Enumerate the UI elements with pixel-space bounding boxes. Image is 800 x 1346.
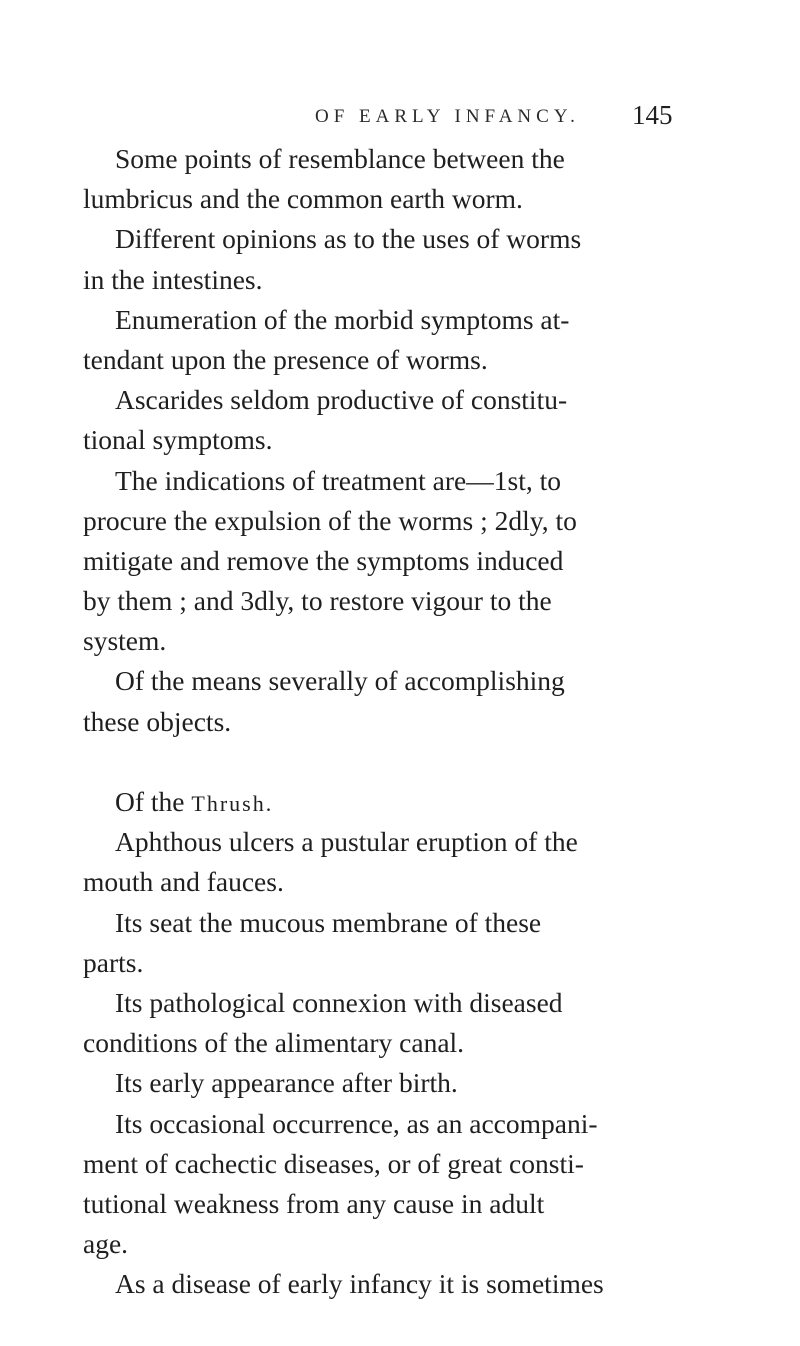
running-head [0, 100, 800, 136]
text-line: in the intestines. [83, 263, 263, 295]
text-line: system. [83, 625, 167, 657]
text-line: tional symptoms. [83, 424, 273, 456]
text-line: by them ; and 3dly, to restore vigour to the [83, 585, 552, 617]
text-line: Its pathological connexion with diseased [115, 986, 563, 1018]
text-line: Enumeration of the morbid symptoms at- [115, 303, 570, 335]
section-heading-title: Thrush. [191, 791, 274, 816]
text-line: age. [83, 1228, 129, 1260]
text-line: lumbricus and the common earth worm. [83, 183, 523, 215]
text-line: Of the means severally of accomplishing [115, 665, 565, 697]
page-number: 145 [632, 100, 673, 130]
text-line: mouth and fauces. [83, 866, 284, 898]
text-line: these objects. [83, 705, 232, 737]
text-line: Its occasional occurrence, as an accompani- [115, 1107, 598, 1139]
text-line: Aphthous ulcers a pustular eruption of the [115, 826, 578, 858]
text-line: The indications of treatment are—1st, to [115, 464, 561, 496]
text-line: Ascarides seldom productive of constitu- [115, 384, 568, 416]
paragraph-spacer [83, 742, 723, 782]
text-line: procure the expulsion of the worms ; 2dly, to [83, 504, 577, 536]
text-line: Its early appearance after birth. [115, 1067, 458, 1099]
text-line: tendant upon the presence of worms. [83, 343, 488, 375]
text-line: conditions of the alimentary canal. [83, 1027, 465, 1059]
text-line: Different opinions as to the uses of worms [115, 223, 582, 255]
text-line: As a disease of early infancy it is sometimes [115, 1268, 604, 1300]
running-head-title: OF EARLY INFANCY. [315, 106, 580, 127]
body-text [83, 139, 723, 1304]
text-line: ment of cachectic diseases, or of great consti- [83, 1147, 584, 1179]
text-line: Some points of resemblance between the [115, 143, 565, 174]
section-heading [83, 782, 723, 822]
text-line: Its seat the mucous membrane of these [115, 906, 542, 938]
text-line: mitigate and remove the symptoms induced [83, 544, 564, 576]
section-heading-prefix: Of the [115, 786, 185, 817]
text-line: parts. [83, 946, 144, 978]
text-line: tutional weakness from any cause in adult [83, 1187, 545, 1219]
